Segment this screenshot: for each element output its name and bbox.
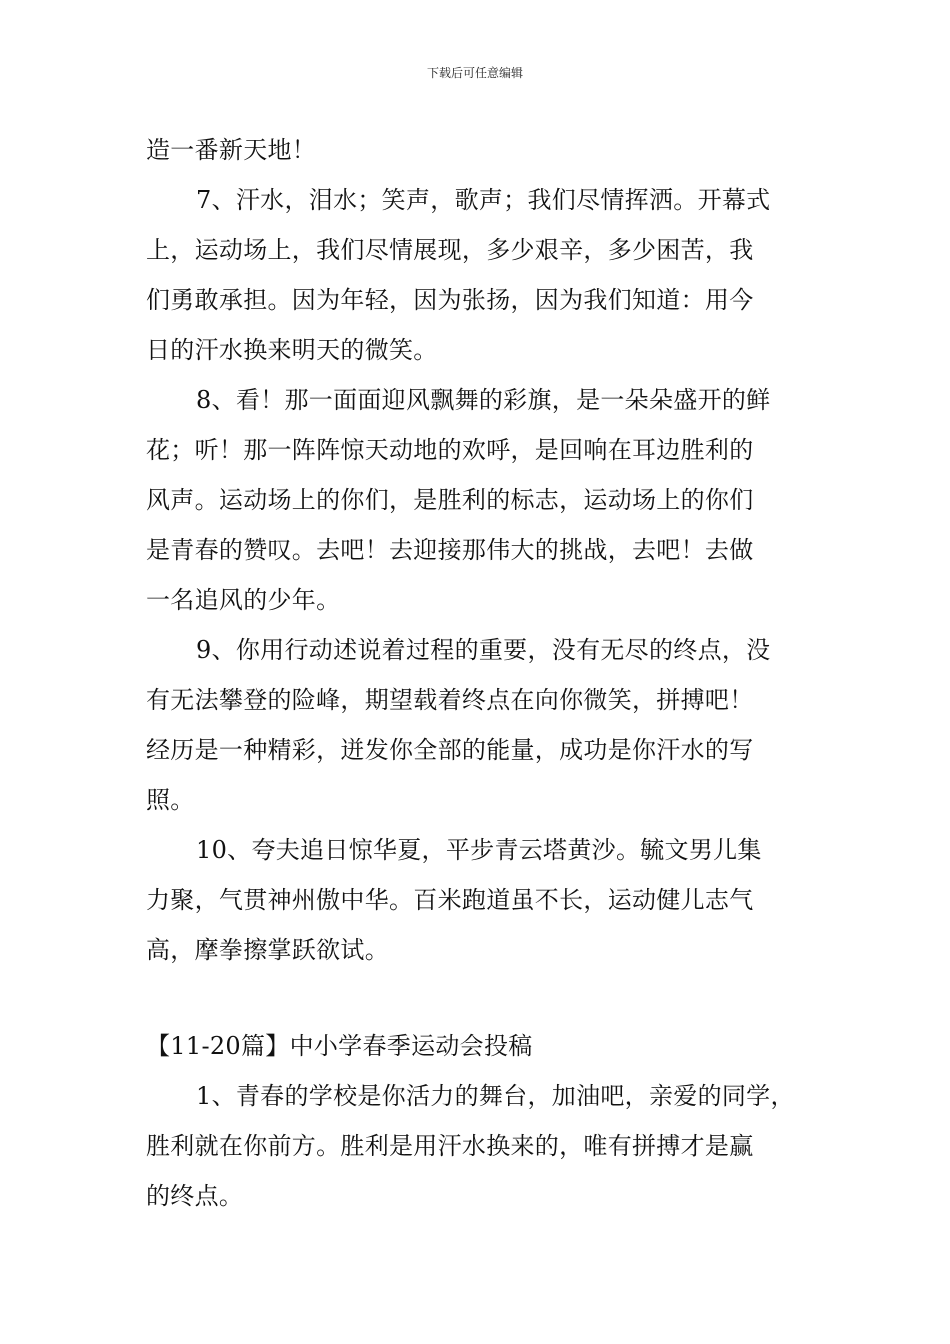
paragraph-8-line: 风声。运动场上的你们，是胜利的标志，运动场上的你们 bbox=[146, 486, 754, 514]
paragraph-9-line: 经历是一种精彩，迸发你全部的能量，成功是你汗水的写 bbox=[146, 736, 754, 764]
section-heading: 【11-20篇】中小学春季运动会投稿 bbox=[146, 1032, 533, 1060]
section-paragraph-1-line: 胜利就在你前方。胜利是用汗水换来的，唯有拼搏才是赢 bbox=[146, 1132, 754, 1160]
section-paragraph-1-line: 的终点。 bbox=[146, 1182, 244, 1210]
paragraph-9-line: 9、你用行动述说着过程的重要，没有无尽的终点，没 bbox=[196, 636, 771, 664]
paragraph-7-line: 们勇敢承担。因为年轻，因为张扬，因为我们知道：用今 bbox=[146, 286, 754, 314]
paragraph-10-line: 高，摩拳擦掌跃欲试。 bbox=[146, 936, 389, 964]
paragraph-10-line: 10、夸夫追日惊华夏，平步青云塔黄沙。毓文男儿集 bbox=[196, 836, 762, 864]
paragraph-9-line: 有无法攀登的险峰，期望载着终点在向你微笑，拼搏吧！ bbox=[146, 686, 754, 714]
paragraph-10-line: 力聚，气贯神州傲中华。百米跑道虽不长，运动健儿志气 bbox=[146, 886, 754, 914]
paragraph-8-line: 花；听！那一阵阵惊天动地的欢呼，是回响在耳边胜利的 bbox=[146, 436, 754, 464]
paragraph-8-line: 8、看！那一面面迎风飘舞的彩旗，是一朵朵盛开的鲜 bbox=[196, 386, 771, 414]
paragraph-8-line: 是青春的赞叹。去吧！去迎接那伟大的挑战，去吧！去做 bbox=[146, 536, 754, 564]
paragraph-7-line: 上，运动场上，我们尽情展现，多少艰辛，多少困苦，我 bbox=[146, 236, 754, 264]
text-line: 造一番新天地！ bbox=[146, 136, 317, 164]
section-paragraph-1-line: 1、青春的学校是你活力的舞台，加油吧，亲爱的同学， bbox=[196, 1082, 795, 1110]
page-header-note: 下载后可任意编辑 bbox=[426, 66, 523, 80]
paragraph-9-line: 照。 bbox=[146, 786, 195, 814]
paragraph-7-line: 7、汗水，泪水；笑声，歌声；我们尽情挥洒。开幕式 bbox=[196, 186, 771, 214]
paragraph-7-line: 日的汗水换来明天的微笑。 bbox=[146, 336, 438, 364]
paragraph-8-line: 一名追风的少年。 bbox=[146, 586, 341, 614]
